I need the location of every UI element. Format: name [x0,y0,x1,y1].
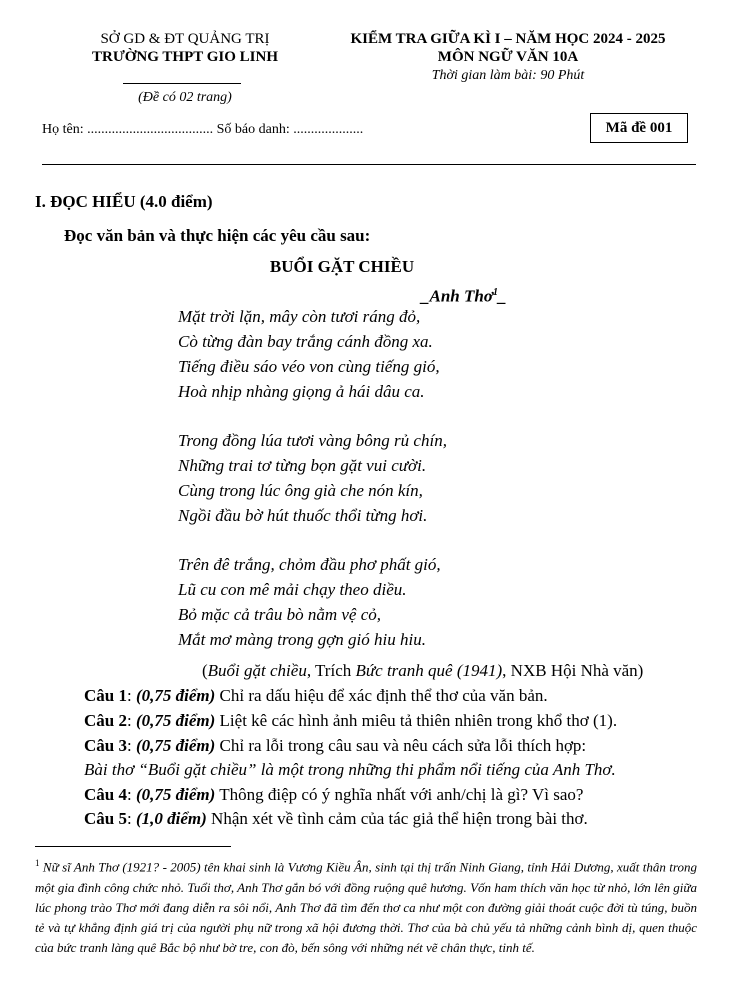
question-text: Liệt kê các hình ảnh miêu tả thiên nhiên trong khổ thơ (1). [215,711,618,730]
poem-line: Ngồi đầu bờ hút thuốc thổi từng hơi. [178,506,428,525]
poem-line: Cò từng đàn bay trắng cánh đồng xa. [178,332,433,351]
footnote-mark: 1 [35,858,40,868]
source-open: ( [202,661,208,680]
question-3: Câu 3: (0,75 điểm) Chỉ ra lỗi trong câu sau và nêu cách sửa lỗi thích hợp: [84,736,587,755]
question-label: Câu 5 [84,809,127,828]
student-id-field[interactable]: Số báo danh: .................... [216,122,364,137]
footnote-ref: 1 [492,287,498,298]
poem-line: Trong đồng lúa tươi vàng bông rủ chín, [178,431,447,450]
question-points: (0,75 điểm) [135,686,216,705]
question-label: Câu 4 [84,785,127,804]
section-instruction: Đọc văn bản và thực hiện các yêu cầu sau: [64,226,371,245]
question-text: Nhận xét về tình cảm của tác giả thể hiện trong bài thơ. [206,809,588,828]
poem-author [421,283,506,307]
question-label: Câu 1 [84,686,127,705]
footnote-text: Nữ sĩ Anh Thơ (1921? - 2005) tên khai sinh là Vương Kiều Ân, sinh tại thị trấn Ninh Giang, tỉnh Hải Dương, xuất thân trong một gia đình công chức nhỏ. Tuổi thơ, Anh Thơ gắn bó với đồng ruộng quê hương. Vốn ham thích văn học từ nhỏ, lớn lên giữa lúc phong trào Thơ mới đang diễn ra sôi nổi, Anh Thơ đã tìm đến thơ ca như một con đường giải thoát cuộc đời tù túng, buồn tẻ và tự khẳng định giá trị của người phụ nữ trong xã hội đương thời. Thơ của bà chủ yếu tả những cảnh bình dị, quen thuộc của bức tranh làng quê Bắc bộ như bờ tre, con đò, bến sông với những nét vẽ chân thực, tinh tế. [35,859,697,956]
question-points: (1,0 điểm) [135,809,207,828]
section-title: I. ĐỌC HIỂU (4.0 điểm) [35,192,213,211]
question-points: (0,75 điểm) [135,785,216,804]
poem-title: BUỔI GẶT CHIỀU [269,257,415,276]
question-2: Câu 2: (0,75 điểm) Liệt kê các hình ảnh miêu tả thiên nhiên trong khổ thơ (1). [84,711,618,730]
source-book: Bức tranh quê (1941) [355,661,503,680]
poem-source [202,661,643,681]
source-publisher: , NXB Hội Nhà văn) [502,661,644,680]
question-4: Câu 4: (0,75 điểm) Thông điệp có ý nghĩa nhất với anh/chị là gì? Vì sao? [84,785,584,804]
footnote [35,853,697,958]
school-name: TRƯỜNG THPT GIO LINH [91,49,278,65]
department-name: SỞ GD & ĐT QUẢNG TRỊ [100,31,270,47]
question-1: Câu 1: (0,75 điểm) Chỉ ra dấu hiệu để xác định thể thơ của văn bản. [84,686,548,705]
author-suffix: _ [497,286,507,306]
exam-code-box: Mã đề 001 [590,113,688,143]
question-points: (0,75 điểm) [135,711,216,730]
source-title: Buổi gặt chiều [207,661,307,680]
question-text: Thông điệp có ý nghĩa nhất với anh/chị là gì? Vì sao? [215,785,584,804]
poem-line: Lũ cu con mê mải chạy theo diều. [178,580,407,599]
header-rule [42,164,696,165]
subject-title: MÔN NGỮ VĂN 10A [437,49,579,65]
question-text: Chỉ ra lỗi trong câu sau và nêu cách sửa lỗi thích hợp: [215,736,587,755]
question-3-example: Bài thơ “Buổi gặt chiều” là một trong những thi phẩm nổi tiếng của Anh Thơ. [84,760,616,779]
name-field[interactable]: Họ tên: .................................... [42,122,214,137]
question-points: (0,75 điểm) [135,736,216,755]
question-text: Chỉ ra dấu hiệu để xác định thể thơ của văn bản. [215,686,548,705]
poem-line: Mắt mơ màng trong gợn gió hiu hiu. [178,630,426,649]
poem-line: Hoà nhịp nhàng giọng ả hái dâu ca. [178,382,425,401]
poem-line: Bỏ mặc cả trâu bò nằm vệ cỏ, [178,605,382,624]
footnote-separator [35,846,231,847]
poem-line: Trên đê trắng, chỏm đầu phơ phất gió, [178,555,441,574]
question-5: Câu 5: (1,0 điểm) Nhận xét về tình cảm của tác giả thể hiện trong bài thơ. [84,809,588,828]
exam-title: KIỂM TRA GIỮA KÌ I – NĂM HỌC 2024 - 2025 [350,31,666,47]
exam-duration: Thời gian làm bài: 90 Phút [431,68,585,83]
header-divider [123,83,241,84]
poem-line: Tiếng điều sáo véo von cùng tiếng gió, [178,357,440,376]
source-mid: , Trích [306,661,356,680]
poem-line: Cùng trong lúc ông già che nón kín, [178,481,423,500]
pages-note: (Đề có 02 trang) [138,90,232,105]
question-label: Câu 3 [84,736,127,755]
student-info-line [42,121,363,138]
question-label: Câu 2 [84,711,127,730]
poem-line: Những trai tơ từng bọn gặt vui cười. [178,456,427,475]
poem-line: Mặt trời lặn, mây còn tươi ráng đỏ, [178,307,421,326]
author-name: _Anh Thơ [421,286,493,306]
